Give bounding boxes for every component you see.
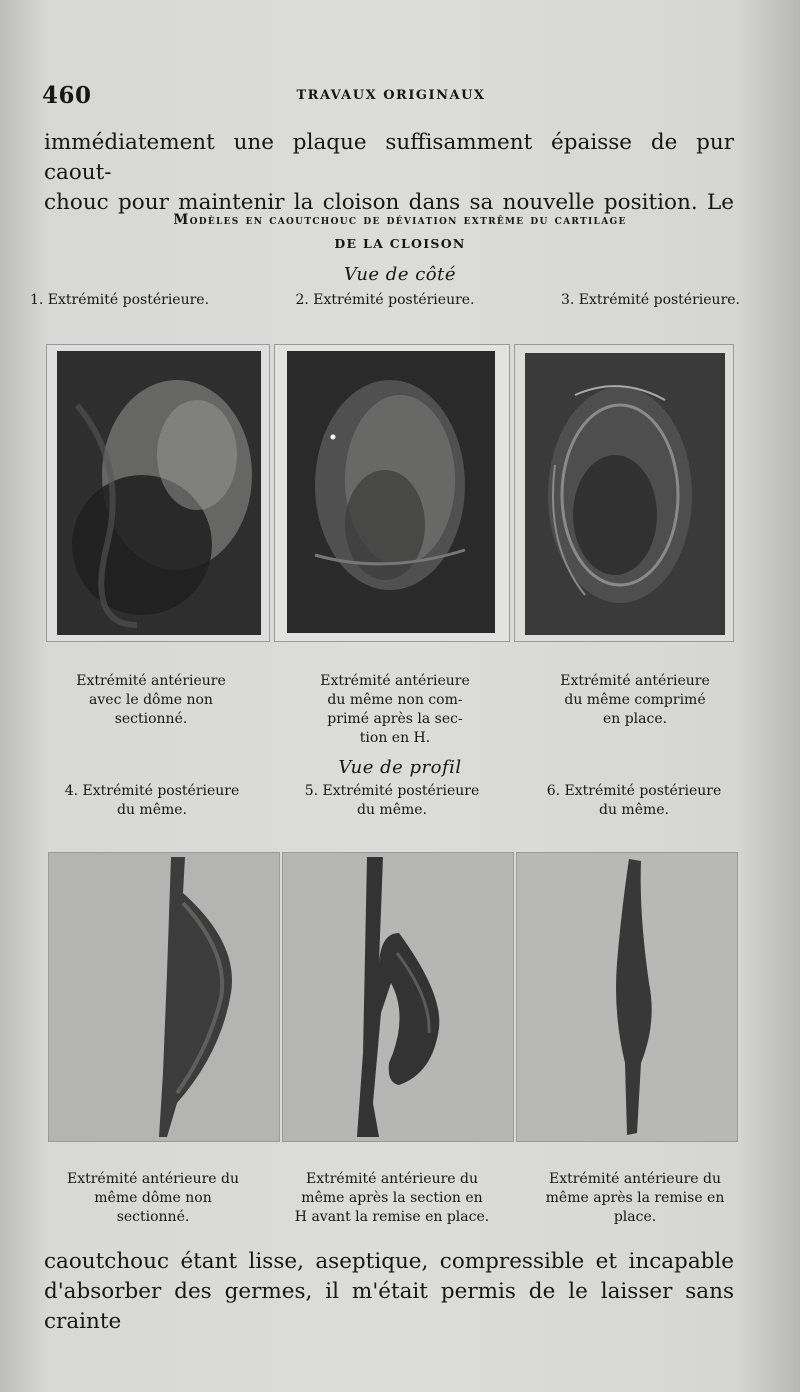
caption-line: Extrémité antérieure du [549, 1171, 721, 1187]
body-paragraph-bottom [44, 1247, 734, 1337]
text-line: d'absorber des germes, il m'était permis de le laisser sans crainte [44, 1279, 734, 1334]
side-caption-2 [290, 672, 500, 748]
profile-caption-5 [280, 1170, 504, 1227]
photo-plate-3 [514, 344, 734, 642]
caption-line: 5. Extrémité postérieure [304, 783, 480, 799]
caption-line: même dôme non [94, 1190, 212, 1206]
caption-line: 6. Extrémité postérieure [546, 783, 722, 799]
photo-plate-5 [282, 852, 514, 1142]
page-header [42, 82, 740, 108]
caption-line: Extrémité antérieure [560, 673, 710, 689]
caption-line: primé après la sec- [327, 711, 463, 727]
caption-line: sectionné. [114, 711, 188, 727]
text-line: chouc pour maintenir la cloison dans sa nouvelle position. Le [44, 190, 734, 215]
caption-line: place. [613, 1209, 657, 1225]
caption-line: Extrémité antérieure [76, 673, 226, 689]
profile-view-heading: Vue de profil [338, 757, 462, 778]
figure-title-line: DE LA CLOISON [334, 236, 466, 251]
caption-line: avec le dôme non [89, 692, 213, 708]
photo-plate-6 [516, 852, 738, 1142]
photo-plate-4 [48, 852, 280, 1142]
caption-line: H avant la remise en place. [294, 1209, 490, 1225]
profile-caption-4 [42, 1170, 264, 1227]
photo-plate-2 [274, 344, 510, 642]
plate-label: 2. Extrémité postérieure. [295, 292, 475, 308]
caption-line: en place. [602, 711, 668, 727]
caption-line: du même. [599, 802, 669, 818]
caption-line: Extrémité antérieure du [306, 1171, 478, 1187]
caption-line: du même. [117, 802, 187, 818]
side-caption-1 [46, 672, 256, 729]
text-line: immédiatement une plaque suffisamment épaisse de pur caout- [44, 130, 734, 185]
caption-line: du même non com- [327, 692, 463, 708]
caption-line: Extrémité antérieure [320, 673, 470, 689]
caption-line: même après la remise en [545, 1190, 725, 1206]
caption-line: du même. [357, 802, 427, 818]
caption-line: 4. Extrémité postérieure [64, 783, 240, 799]
page-number: 460 [42, 82, 92, 109]
plate-label: 3. Extrémité postérieure. [560, 292, 740, 308]
profile-label-6 [524, 782, 744, 820]
plate-label: 1. Extrémité postérieure. [30, 292, 210, 308]
side-view-heading: Vue de côté [343, 264, 456, 285]
caption-line: tion en H. [359, 730, 431, 746]
caption-line: du même comprimé [564, 692, 706, 708]
profile-label-4 [42, 782, 262, 820]
profile-caption-6 [524, 1170, 746, 1227]
side-caption-3 [530, 672, 740, 729]
photo-plate-1 [46, 344, 270, 642]
side-view-top-labels [30, 292, 740, 308]
body-paragraph-top [44, 128, 734, 218]
text-line: caoutchouc étant lisse, aseptique, compressible et incapable [44, 1249, 734, 1274]
caption-line: même après la section en [301, 1190, 483, 1206]
figure-title-line: Modèles en caoutchouc de déviation extrême du cartilage [173, 212, 627, 228]
caption-line: Extrémité antérieure du [67, 1171, 239, 1187]
profile-label-5 [282, 782, 502, 820]
caption-line: sectionné. [116, 1209, 190, 1225]
running-head: TRAVAUX ORIGINAUX [296, 88, 486, 103]
figure-title [40, 208, 760, 256]
